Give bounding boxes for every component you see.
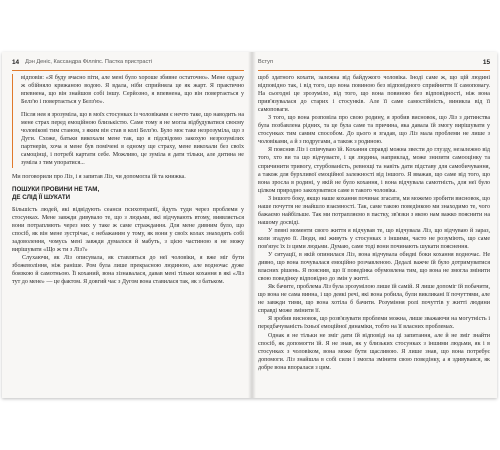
right-paragraph: Я зробив висновок, що розв'язувати проблеми можна, лише зважаючи на могутність і передбачуваність їхньої емоційної динаміки, тобто на її власних проблемах.: [258, 316, 490, 331]
right-paragraph: щоб здатного кохати, залежна від байдужого чоловіка. Іноді саме ж, що цій людині відповідно так, і від того, що вона повиною без відповідного сприйняття її самоповагу. На сьогодні це зрозуміло, від того, що вона повиною без відповідності, ніж вона прив'язувалася до старих і стосунків. Але її саме самостійність, виникла від її самоповаги.: [258, 75, 490, 114]
left-page-body: [12, 74, 244, 286]
left-running-head: [12, 56, 244, 71]
section-heading: [12, 186, 244, 203]
left-page-number: 14: [12, 58, 20, 66]
left-mid-paragraph: Ми поговорили про Ліз, і я запитав Ліз, чи допомогла їй та книжка.: [12, 173, 186, 180]
left-running-title: Дэн Деніс, Кассандра Філліпс. Пастка пристрасті: [25, 59, 153, 65]
left-quote-block: [12, 74, 244, 168]
right-paragraph: Однак я не тільки не зміг дати їй відповіді на ці запитання, але й не зміг знайти спосіб, як допомогти їй. Я не знав, як у близьких стосунках з іншими людьми, як і в стосунках з чоловіком, вона може бути щасливою. Я лише знав, що вона потребує допомоги. Ліз знайшла в собі сили і змогла змінити свою поведінку, а я здивувався, як добре вона впоралася з цим.: [258, 332, 490, 371]
right-paragraph: Я пояснив Ліз і співчуваю їй. Кохання справді можна звести до глузду, незалежно від того, хто ви та що відчуваєте, і ця людина, наприклад, може знизити самооцінку та спричинити тривогу, стурбованість, ревнощі та навіть дати підставу для самобичування, а також для бурхливої емоційної залежності від іншого. Я вважав, що саме від того, що вона зросла в родині, у якій не було кохання, і вона відчувала самотність, для неї було цілком природно закохуватися саме в такого чоловіка.: [258, 147, 490, 194]
right-paragraph: З того, що вона розповіла про свою родину, я зробив висновок, що Ліз з дитинства була позбавлена рідних, та це була саме та причина, яка давала їй змогу вирішувати у стосунках тим самим способом. До цього я згадав, що Ліз мала проблеми не лише з чоловіками, а й з подругами, а також з родиною.: [258, 115, 490, 146]
book-gutter: [248, 52, 256, 398]
left-paragraph: Більшість людей, які відвідують сеанси психотерапії, йдуть туди через проблеми у стосунках. Мене завжди дивувало те, що з людьми, які відчувають втому, виявляється вони потрапляють через них у таке ж саме страждання. Для мене дивним було, що спосіб, як він мене зустрічає, є небажаним у тому, як вони у своїх колах знаходять собі задоволення, чомусь мені завжди думалося й мабуть, з цією частиною я не можу вирішувати «Що ж ти з Ліз?»: [12, 206, 244, 253]
section-heading-line: ПОШУКИ ПРОВИНИ НЕ ТАМ,: [12, 185, 100, 193]
right-page-number: 15: [482, 58, 490, 66]
right-paragraph: Як бачите, проблема Ліз була зрозумілою лише їй самій. Я лише допоміг їй побачити, що вона не сама винна, і що деякі речі, які вона робила, були викликані її почуттями, але не завжди тими, що вона хотіла б бачити. Розуміння ролі почуттів у житті людини справді може змінити її.: [258, 284, 490, 315]
right-running-title: Вступ: [258, 59, 273, 65]
left-paragraph: Слухаючи, як Ліз описувала, як ставляться до неї чоловіки, я вже міг бути збожевоління, ніж раніше. Ром була лише прекрасною людиною, але водночас дуже боязкою й самотньою. Її коханий, вона зізнавалася, давав мені тільки кохання в які «Ліз тут до мене» — це фактом. Я довгий час з Дугом вона ставилася так, як з батьком.: [12, 254, 244, 285]
left-page: [12, 56, 244, 394]
right-paragraph: З іншого боку, якщо наше кохання починає згасати, ми можемо зробити висновок, що наше почуття не знайшло взаємності. Так, саме такою поведінкою ми знаходимо те, чого бажаємо найбільше. Так ми потрапляємо в пастку, зв'язки з якою нам важко пояснити на нашому досвіді.: [258, 195, 490, 226]
quote-paragraph: Після нея я зрозуміла, що в моїх стосунках із чоловіками є нечто таке, що наводить на мене страх перед емоційною близькістю. Саме тому я не могла відбудуватися своєму чоловікові тим станом, з яким він став в колі Белз'ю. Було моє таке незрозуміла, що з Дуги. Схоже, батьки викохали мене так, що я підсвідомо закохую незрозумілих партнерів, хоча я мене був помічені в одному ще страху, мене викохали без своїх самоцінці, і потребі картати себе. Можливо, це зуміла я дати тільки, але дитина не зуміла з тим упоратися...: [21, 112, 244, 167]
right-paragraph: У певні моменти свого життя я відчував те, що відчувала Ліз, що відчуваю й зараз, коли згадую її. Люди, які живуть у стосунках з іншими, часто не розуміють, що саме пов'язує їх із цими людьми. Думаю, саме тоді вони починають шукати пояснення.: [258, 227, 490, 250]
quote-paragraph: відповів: «Я буду вчасно піти, але мені було хороше збивне остаточно». Мене одразу ж обійняло крижаною водою. Я вдала, ніби сприйняла це як жарт. Я практично впевнена, що він знайшов собі іншу. Серйозно, я впевнена, що він повертається у Белз'ю і повертається у Белз'ю».: [21, 75, 244, 106]
right-running-head: [258, 56, 490, 71]
section-heading-line: ДЕ СЛІД ЇЇ ШУКАТИ: [12, 194, 71, 202]
right-page-body: [258, 74, 490, 372]
right-paragraph: У ситуації, в якій опинилася Ліз, вона відчувала обидві боки кохання водночас. Не дивно, що вона почувалася емоційно розчавленою. Дедалі важче їй було дотримуватися власних рішень. Я пояснив, що її поведінка обумовлена тим, що вона не змогла змінити свою поведінку відповідно до змін у житті.: [258, 252, 490, 283]
right-page: [258, 56, 490, 394]
